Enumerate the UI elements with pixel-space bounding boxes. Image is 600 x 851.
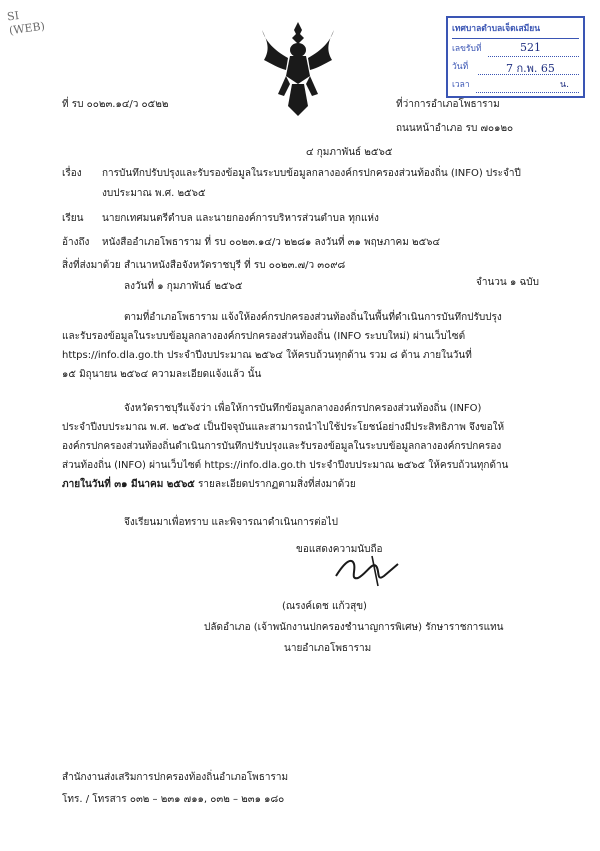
subject-line1: การบันทึกปรับปรุงและรับรองข้อมูลในระบบข้อมูลกลางองค์กรปกครองส่วนท้องถิ่น (INFO) ประจำปี [102,168,521,179]
document-number: ที่ รบ ๐๐๒๓.๑๔/ว ๐๕๒๒ [62,99,169,110]
stamp-org: เทศบาลตำบลเจ็ดเสมียน [452,20,579,39]
paragraph-line-deadline [62,475,582,494]
enclosure-line1: สำเนาหนังสือจังหวัดราชบุรี ที่ รบ ๐๐๒๓.๗/ว ๓๐๙๘ [124,260,346,271]
paragraph-line: องค์กรปกครองส่วนท้องถิ่นดำเนินการบันทึกปรับปรุงและรับรองข้อมูลในระบบข้อมูลกลางองค์กรปกครอง [62,441,502,452]
corner-note-line1: SI [6,8,20,24]
stamp-received-no: 521 [520,41,541,54]
corner-note-line2: (WEB) [8,19,46,38]
subject-label: เรื่อง [62,168,82,179]
body-paragraph-2 [62,399,582,494]
receiving-stamp [446,16,585,98]
stamp-time-unit: น. [560,80,570,90]
deadline-rest: รายละเอียดปรากฏตามสิ่งที่ส่งมาด้วย [194,479,356,490]
enclosure-quantity: จำนวน ๑ ฉบับ [476,277,539,288]
closing-text: ขอแสดงความนับถือ [296,544,383,555]
reference-label: อ้างถึง [62,237,90,248]
paragraph-line: https://info.dla.go.th ประจำปีงบประมาณ ๒๕๖๔ ให้ครบถ้วนทุกด้าน รวม ๘ ด้าน ภายในวันที่ [62,350,472,361]
letter-date: ๔ กุมภาพันธ์ ๒๕๖๕ [306,147,393,158]
office-address-line2: ถนนหน้าอำเภอ รบ ๗๐๑๒๐ [396,123,514,134]
paragraph-line: จังหวัดราชบุรีแจ้งว่า เพื่อให้การบันทึกข้อมูลกลางองค์กรปกครองส่วนท้องถิ่น (INFO) [124,403,482,414]
enclosure-label: สิ่งที่ส่งมาด้วย [62,260,121,271]
signer-position-line2: นายอำเภอโพธาราม [284,643,372,654]
paragraph-line: ประจำปีงบประมาณ พ.ศ. ๒๕๖๕ เป็นปัจจุบันและสามารถนำไปใช้ประโยชน์อย่างมีประสิทธิภาพ จึงขอให้ [62,422,505,433]
paragraph-line: ตามที่อำเภอโพธาราม แจ้งให้องค์กรปกครองส่วนท้องถิ่นในพื้นที่ดำเนินการบันทึกปรับปรุง [124,312,502,323]
footer-phone: โทร. / โทรสาร ๐๓๒ – ๒๓๑ ๗๑๑, ๐๓๒ – ๒๓๑ ๑๘๐ [62,794,285,805]
reference-text: หนังสืออำเภอโพธาราม ที่ รบ ๐๐๒๓.๑๔/ว ๒๒๘๑ ลงวันที่ ๓๑ พฤษภาคม ๒๕๖๔ [102,237,441,248]
footer-office: สำนักงานส่งเสริมการปกครองท้องถิ่นอำเภอโพธาราม [62,772,289,783]
signer-name: (ณรงค์เดช แก้วสุข) [282,601,367,612]
paragraph-line: ส่วนท้องถิ่น (INFO) ผ่านเว็บไซต์ https://info.dla.go.th ประจำปีงบประมาณ ๒๕๖๕ ให้ครบถ้วนทุกด้าน [62,460,509,471]
garuda-emblem-icon [260,20,336,118]
stamp-time-label: เวลา [452,80,470,90]
subject-line2: งบประมาณ พ.ศ. ๒๕๖๕ [102,188,206,199]
signature-mark [332,552,402,588]
to-label: เรียน [62,213,84,224]
signer-position-line1: ปลัดอำเภอ (เจ้าพนักงานปกครองชำนาญการพิเศษ) รักษาราชการแทน [204,622,504,633]
corner-note [6,6,46,39]
office-address-line1: ที่ว่าการอำเภอโพธาราม [396,99,500,110]
body-paragraph-3: จึงเรียนมาเพื่อทราบ และพิจารณาดำเนินการต่อไป [124,517,338,528]
enclosure-line2: ลงวันที่ ๑ กุมภาพันธ์ ๒๕๖๕ [124,281,243,292]
stamp-received-label: เลขรับที่ [452,44,482,54]
paragraph-line: ๑๕ มิถุนายน ๒๕๖๔ ความละเอียดแจ้งแล้ว นั้น [62,369,262,380]
deadline-text: ภายในวันที่ ๓๑ มีนาคม ๒๕๖๕ [62,479,195,490]
paragraph-line: และรับรองข้อมูลในระบบข้อมูลกลางองค์กรปกครองส่วนท้องถิ่น (INFO ระบบใหม่) ผ่านเว็บไซต์ [62,331,466,342]
to-text: นายกเทศมนตรีตำบล และนายกองค์การบริหารส่วนตำบล ทุกแห่ง [102,213,379,224]
stamp-date-label: วันที่ [452,62,469,72]
stamp-date-value: 7 ก.พ. 65 [506,62,555,75]
body-paragraph-1 [62,308,562,384]
